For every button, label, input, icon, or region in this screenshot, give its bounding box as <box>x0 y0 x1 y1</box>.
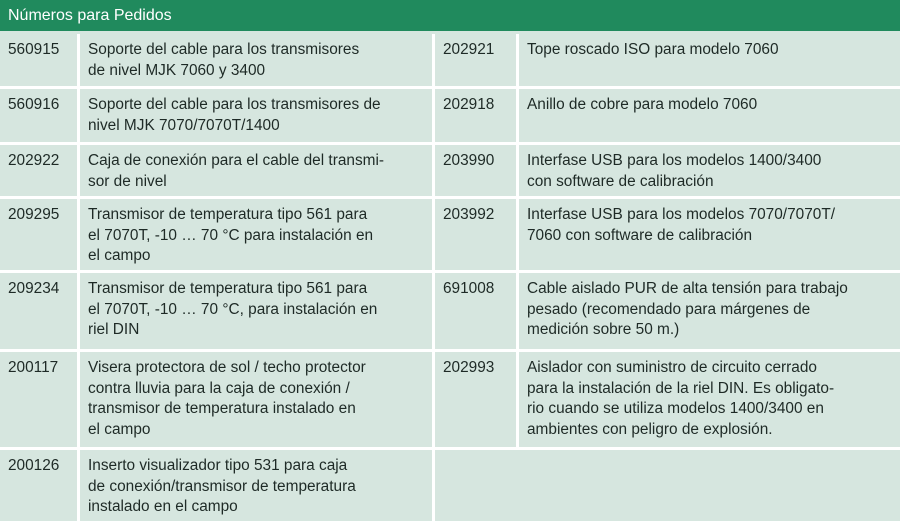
order-numbers-table <box>0 34 900 521</box>
order-code: 203990 <box>435 145 519 199</box>
order-description: Visera protectora de sol / techo protector contra lluvia para la caja de conexión / transmisor de temperatura instalado en el campo <box>80 352 435 450</box>
order-description: Caja de conexión para el cable del transmi- sor de nivel <box>80 145 435 199</box>
order-code: 202918 <box>435 89 519 145</box>
order-code: 202921 <box>435 34 519 89</box>
order-code: 200126 <box>0 450 80 521</box>
empty-cell <box>519 450 900 521</box>
order-description: Transmisor de temperatura tipo 561 para el 7070T, -10 … 70 °C, para instalación en riel DIN <box>80 273 435 352</box>
order-code: 560915 <box>0 34 80 89</box>
order-description: Interfase USB para los modelos 7070/7070T/ 7060 con software de calibración <box>519 199 900 273</box>
order-description: Inserto visualizador tipo 531 para caja de conexión/transmisor de temperatura instalado en el campo <box>80 450 435 521</box>
table-title: Números para Pedidos <box>0 0 900 31</box>
order-description: Aislador con suministro de circuito cerrado para la instalación de la riel DIN. Es obligato- rio cuando se utiliza modelos 1400/3400 en ambientes con peligro de explosión. <box>519 352 900 450</box>
order-description: Transmisor de temperatura tipo 561 para el 7070T, -10 … 70 °C para instalación en el campo <box>80 199 435 273</box>
order-code: 203992 <box>435 199 519 273</box>
order-code: 209234 <box>0 273 80 352</box>
order-description: Tope roscado ISO para modelo 7060 <box>519 34 900 89</box>
order-code: 560916 <box>0 89 80 145</box>
order-code: 202922 <box>0 145 80 199</box>
order-code: 209295 <box>0 199 80 273</box>
order-description: Anillo de cobre para modelo 7060 <box>519 89 900 145</box>
order-code: 691008 <box>435 273 519 352</box>
order-description: Soporte del cable para los transmisores de nivel MJK 7060 y 3400 <box>80 34 435 89</box>
order-description: Cable aislado PUR de alta tensión para trabajo pesado (recomendado para márgenes de medición sobre 50 m.) <box>519 273 900 352</box>
empty-cell <box>435 450 519 521</box>
order-description: Soporte del cable para los transmisores de nivel MJK 7070/7070T/1400 <box>80 89 435 145</box>
order-code: 200117 <box>0 352 80 450</box>
order-description: Interfase USB para los modelos 1400/3400 con software de calibración <box>519 145 900 199</box>
order-code: 202993 <box>435 352 519 450</box>
